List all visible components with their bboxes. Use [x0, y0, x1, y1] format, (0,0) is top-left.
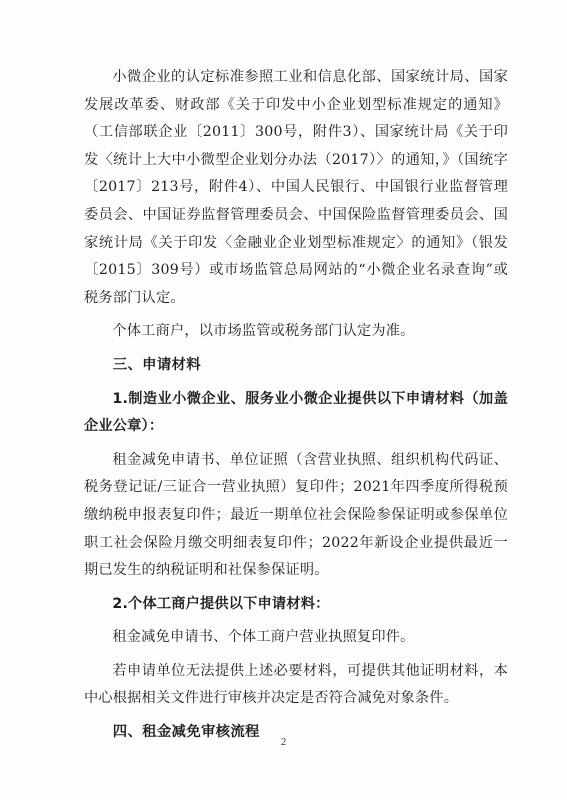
page-number: 2 — [280, 736, 287, 748]
subheading-individual-business: 2.个体工商户提供以下申请材料： — [112, 595, 330, 612]
section-heading-materials: 三、申请材料 — [112, 356, 201, 373]
paragraph-enterprise-materials: 租金减免申请书、单位证照（含营业执照、组织机构代码证、税务登记证/三证合一营业执照）复印件；2021年四季度所得税预缴纳税申报表复印件；最近一期单位社会保险参保证明或参保单位职工社会保险月缴交明细表复印件；2022年新设企业提供最近一期已发生的纳税证明和社保参保证明。 — [84, 451, 508, 579]
section-heading-review-process: 四、租金减免审核流程 — [112, 724, 260, 741]
paragraph-individual-materials: 租金减免申请书、个体工商户营业执照复印件。 — [112, 629, 415, 646]
document-body — [84, 64, 508, 747]
paragraph-alternative-materials: 若申请单位无法提供上述必要材料，可提供其他证明材料，本中心根据相关文件进行审核并决定是否符合减免对象条件。 — [84, 662, 508, 707]
paragraph-criteria: 小微企业的认定标准参照工业和信息化部、国家统计局、国家发展改革委、财政部《关于印发中小企业划型标准规定的通知》（工信部联企业〔2011〕300号，附件3）、国家统计局《关于印发〈统计上大中小微型企业划分办法（2017）〉的通知，》（国统字〔2017〕213号，附件4）、中国人民银行、中国银行业监督管理委员会、中国证券监督管理委员会、中国保险监督管理委员会、国家统计局《关于印发〈金融业企业划型标准规定〉的通知》（银发〔2015〕309号）或市场监管总局网站的“小微企业名录查询”或税务部门认定。 — [84, 69, 508, 306]
paragraph-individual-business: 个体工商户，以市场监管或税务部门认定为准。 — [112, 323, 415, 340]
subheading-small-enterprise: 1.制造业小微企业、服务业小微企业提供以下申请材料（加盖企业公章）： — [84, 390, 508, 435]
